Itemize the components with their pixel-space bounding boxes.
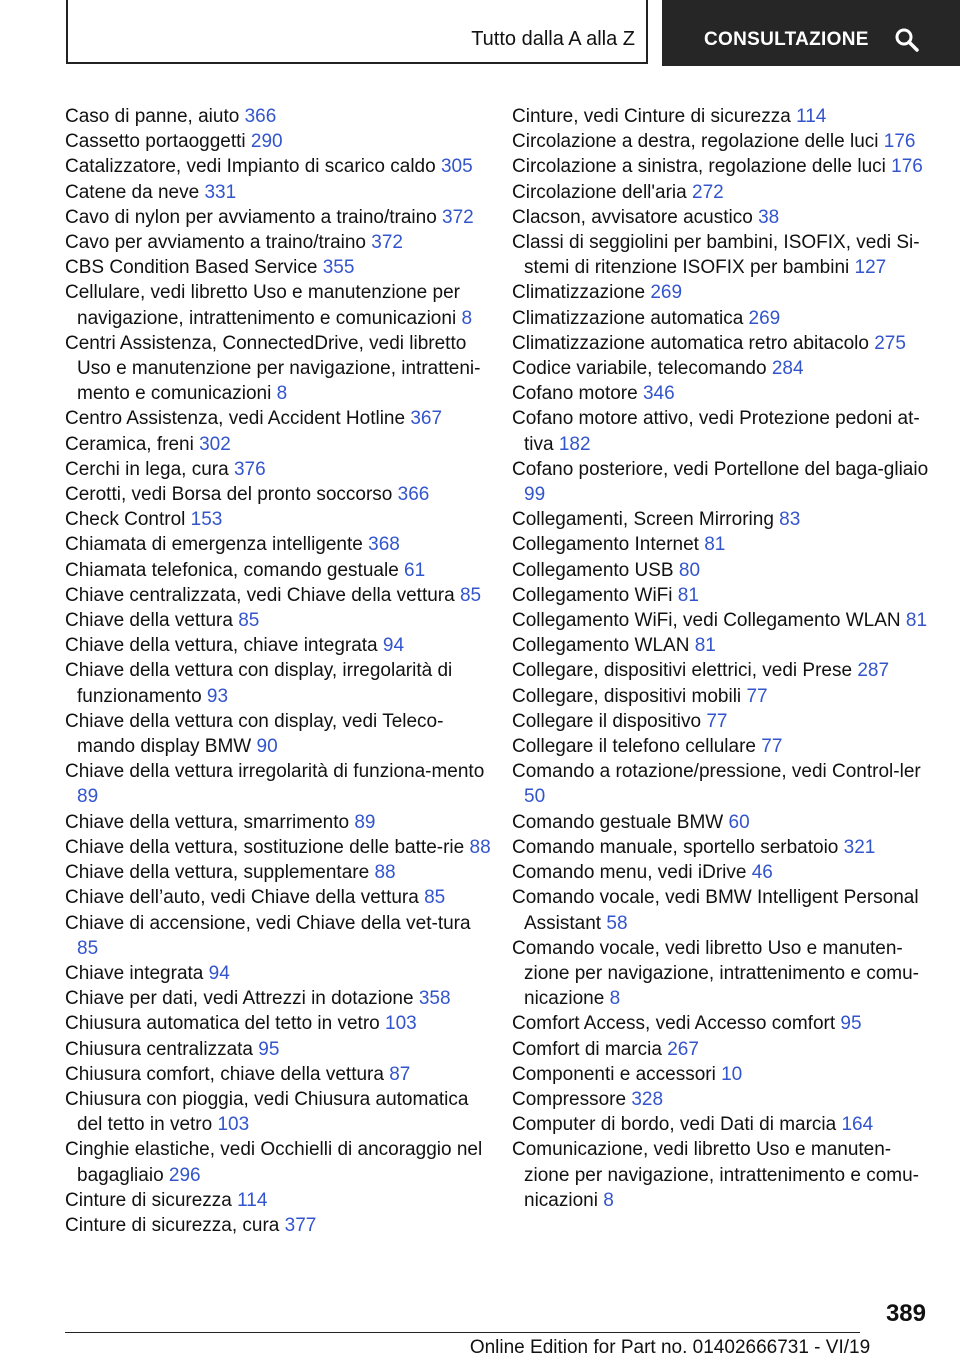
index-entry-text: Comfort di marcia	[512, 1038, 668, 1060]
index-entry	[512, 205, 932, 230]
index-entry-text: Cellulare, vedi libretto Uso e manutenzione per navigazione, intrattenimento e comunicazioni	[65, 282, 462, 329]
index-entry-text: Circolazione dell'aria	[512, 181, 692, 203]
index-column-left	[65, 104, 495, 1238]
index-page-link[interactable]: 10	[721, 1063, 743, 1085]
index-page-link[interactable]: 346	[642, 383, 675, 405]
index-entry-text: Cinture di sicurezza, cura	[65, 1214, 285, 1236]
index-page-link[interactable]: 269	[650, 282, 683, 304]
page-number: 389	[885, 1300, 926, 1327]
index-entry	[65, 255, 495, 280]
header-section-title: Tutto dalla A alla Z	[471, 28, 635, 50]
index-page-link[interactable]: 366	[244, 106, 277, 127]
index-entry	[512, 381, 932, 406]
index-entry	[65, 331, 495, 407]
index-entry-text: Check Control	[65, 509, 191, 531]
index-entry	[65, 1011, 495, 1036]
index-entry-text: Chiave di accensione, vedi Chiave della vet-tura	[65, 912, 471, 934]
index-entry-text: Centro Assistenza, vedi Accident Hotline	[65, 408, 411, 430]
index-entry-text: CBS Condition Based Service	[65, 257, 323, 279]
index-entry-text: Chiusura automatica del tetto in vetro	[65, 1013, 386, 1035]
index-entry	[65, 507, 495, 532]
index-entry-text: Chiave per dati, vedi Attrezzi in dotazione	[65, 988, 419, 1010]
index-page-link[interactable]: 305	[440, 156, 473, 178]
index-page-link[interactable]: 372	[371, 232, 403, 254]
index-page-link[interactable]: 127	[854, 257, 887, 279]
index-entry	[512, 936, 932, 1012]
index-entry-text: Chiave integrata	[65, 962, 209, 984]
index-entry	[512, 1062, 932, 1087]
index-entry-text: Codice variabile, telecomando	[512, 358, 772, 380]
index-entry-text: Cinture di sicurezza	[65, 1189, 238, 1211]
index-entry	[65, 633, 495, 658]
index-page-link[interactable]: 302	[199, 433, 231, 455]
index-page-link[interactable]: 81	[905, 610, 928, 632]
index-entry	[65, 280, 495, 330]
index-entry-text: Comfort Access, vedi Accesso comfort	[512, 1013, 841, 1035]
index-entry	[65, 482, 495, 507]
index-entry	[65, 532, 495, 557]
index-page-link[interactable]: 94	[382, 635, 405, 657]
index-entry	[512, 885, 932, 935]
index-entry	[65, 457, 495, 482]
index-entry	[512, 734, 932, 759]
index-page-link[interactable]: 269	[748, 307, 781, 329]
index-entry	[65, 583, 495, 608]
index-entry-text: Collegamento USB	[512, 559, 679, 581]
index-entry	[65, 205, 495, 230]
index-entry-text: Collegamento Internet	[512, 534, 705, 556]
page-header	[0, 0, 960, 66]
index-entry	[65, 230, 495, 255]
index-entry-text: Computer di bordo, vedi Dati di marcia	[512, 1114, 842, 1136]
index-page-link[interactable]: 355	[322, 257, 355, 279]
index-page-link[interactable]: 58	[606, 912, 628, 934]
index-entry-text: Chiamata di emergenza intelligente	[65, 534, 369, 556]
index-page-link[interactable]: 89	[77, 786, 99, 808]
index-entry-text: Clacson, avvisatore acustico	[512, 206, 759, 228]
index-entry-text: Cinghie elastiche, vedi Occhielli di ancoraggio nel bagagliaio	[65, 1139, 483, 1186]
index-page-link[interactable]: 95	[258, 1038, 280, 1060]
index-page-link[interactable]: 61	[404, 559, 426, 581]
index-entry	[512, 558, 932, 583]
index-entry-text: Chiave della vettura, chiave integrata	[65, 635, 383, 657]
index-entry-text: Compressore	[512, 1088, 632, 1110]
index-page-link[interactable]: 164	[841, 1114, 874, 1136]
index-entry	[65, 406, 495, 431]
index-page-link[interactable]: 77	[761, 736, 783, 758]
index-entry	[65, 558, 495, 583]
index-entry-text: Catalizzatore, vedi Impianto di scarico caldo	[65, 156, 441, 178]
index-entry	[65, 986, 495, 1011]
index-entry	[65, 860, 495, 885]
index-entry-text: Circolazione a sinistra, regolazione delle luci	[512, 156, 892, 178]
index-entry	[65, 432, 495, 457]
index-entry-text: Cerchi in lega, cura	[65, 458, 234, 480]
index-entry	[65, 658, 495, 708]
index-entry-text: Cavo per avviamento a traino/traino	[65, 232, 372, 254]
index-entry	[512, 457, 932, 507]
index-entry-text: Collegare, dispositivi mobili	[512, 685, 747, 707]
index-page-link[interactable]: 81	[677, 584, 699, 606]
index-page-link[interactable]: 94	[208, 962, 230, 984]
index-entry-text: Chiave della vettura irregolarità di funziona-mento	[65, 761, 485, 783]
index-entry-text: Collegare, dispositivi elettrici, vedi Prese	[512, 660, 858, 682]
index-entry	[65, 885, 495, 910]
index-entry-text: Chiave della vettura	[65, 610, 239, 632]
index-entry	[65, 709, 495, 759]
index-page-link[interactable]: 50	[524, 786, 546, 808]
index-entry	[65, 961, 495, 986]
index-entry	[65, 1037, 495, 1062]
index-page-link[interactable]: 77	[746, 685, 768, 707]
index-entry-text: Chiave della vettura, supplementare	[65, 862, 375, 884]
index-entry-text: Comando manuale, sportello serbatoio	[512, 836, 844, 858]
index-page-link[interactable]: 8	[609, 988, 621, 1010]
index-entry-text: Collegare il dispositivo	[512, 710, 707, 732]
index-entry	[512, 1112, 932, 1137]
index-entry	[65, 759, 495, 809]
index-page-link[interactable]: 85	[77, 937, 99, 959]
index-entry-text: Centri Assistenza, ConnectedDrive, vedi libretto Uso e manutenzione per navigazione, intratteni-mento e comunicazioni	[65, 332, 481, 405]
index-page-link[interactable]: 176	[891, 156, 923, 178]
index-page-link[interactable]: 272	[692, 181, 724, 203]
index-entry-text: Chiamata telefonica, comando gestuale	[65, 559, 405, 581]
index-page-link[interactable]: 367	[410, 408, 443, 430]
index-entry-text: Collegamento WiFi	[512, 584, 678, 606]
index-entry-text: Collegamento WLAN	[512, 635, 695, 657]
index-page-link[interactable]: 81	[704, 534, 726, 556]
index-entry	[512, 406, 932, 456]
index-entry-text: Comando a rotazione/pressione, vedi Control-ler	[512, 761, 921, 783]
index-page-link[interactable]: 60	[728, 811, 750, 833]
index-page-link[interactable]: 284	[771, 358, 804, 380]
index-entry	[512, 658, 932, 683]
index-page-link[interactable]: 88	[469, 836, 491, 858]
index-entry	[512, 633, 932, 658]
index-entry	[65, 1188, 495, 1213]
index-entry	[512, 1011, 932, 1036]
index-page-link[interactable]: 85	[238, 610, 260, 632]
index-entry	[512, 583, 932, 608]
index-entry-text: Climatizzazione automatica retro abitacolo	[512, 332, 875, 354]
index-entry-text: Comando menu, vedi iDrive	[512, 862, 752, 884]
index-page-link[interactable]: 287	[857, 660, 890, 682]
index-page-link[interactable]: 77	[706, 710, 728, 732]
index-entry	[512, 1087, 932, 1112]
index-page-link[interactable]: 114	[237, 1189, 268, 1211]
index-entry-text: Cerotti, vedi Borsa del pronto soccorso	[65, 484, 398, 506]
index-entry	[512, 709, 932, 734]
index-entry	[65, 1087, 495, 1137]
index-entry	[65, 1062, 495, 1087]
index-page-link[interactable]: 81	[694, 635, 716, 657]
index-entry	[65, 911, 495, 961]
index-entry	[65, 104, 495, 129]
index-page-link[interactable]: 90	[256, 736, 278, 758]
index-entry	[512, 331, 932, 356]
index-entry	[65, 1213, 495, 1238]
index-entry-text: Cinture, vedi Cinture di sicurezza	[512, 106, 797, 127]
index-entry-text: Climatizzazione automatica	[512, 307, 749, 329]
footer-edition: Online Edition for Part no. 01402666731 - VI/19	[469, 1337, 871, 1358]
index-page-link[interactable]: 114	[796, 106, 827, 127]
index-column-right	[512, 104, 932, 1213]
index-page-link[interactable]: 8	[603, 1189, 614, 1211]
index-entry	[512, 306, 932, 331]
index-entry-text: Chiave della vettura, smarrimento	[65, 811, 355, 833]
index-entry	[512, 1037, 932, 1062]
index-entry-text: Climatizzazione	[512, 282, 651, 304]
index-entry	[512, 230, 932, 280]
header-chapter-tab[interactable]	[662, 0, 960, 66]
index-page-link[interactable]: 176	[883, 131, 916, 153]
index-page-link[interactable]: 328	[631, 1088, 664, 1110]
index-page-link[interactable]: 358	[418, 988, 451, 1010]
header-chapter-label: CONSULTAZIONE	[704, 29, 869, 50]
index-entry-text: Caso di panne, aiuto	[65, 106, 245, 127]
index-page-link[interactable]: 93	[206, 685, 229, 707]
index-entry-text: Cofano motore	[512, 383, 643, 405]
index-page-link[interactable]: 267	[667, 1038, 699, 1060]
index-entry	[512, 507, 932, 532]
index-entry	[65, 835, 495, 860]
index-page-link[interactable]: 103	[385, 1013, 417, 1035]
index-entry	[512, 1137, 932, 1213]
index-entry-text: Componenti e accessori	[512, 1063, 722, 1085]
index-entry-text: Classi di seggiolini per bambini, ISOFIX, vedi Si-stemi di ritenzione ISOFIX per bambini	[512, 232, 920, 279]
index-page-link[interactable]: 366	[397, 484, 430, 506]
index-entry-text: Chiave dell’auto, vedi Chiave della vettura	[65, 887, 425, 909]
index-page-link[interactable]: 85	[459, 584, 482, 606]
index-entry	[65, 1137, 495, 1187]
index-entry	[512, 154, 932, 179]
index-entry-text: Collegamenti, Screen Mirroring	[512, 509, 780, 531]
index-page-link[interactable]: 290	[250, 131, 283, 153]
index-entry-text: Cassetto portaoggetti	[65, 131, 251, 153]
index-entry	[512, 356, 932, 381]
index-entry-text: Chiave della vettura con display, irregolarità di funzionamento	[65, 660, 453, 707]
index-page-link[interactable]: 376	[233, 458, 266, 480]
index-entry	[512, 860, 932, 885]
index-entry-text: Cofano motore attivo, vedi Protezione pedoni at-tiva	[512, 408, 920, 455]
index-entry-text: Chiusura centralizzata	[65, 1038, 259, 1060]
index-entry-text: Chiave della vettura con display, vedi Teleco-mando display BMW	[65, 710, 444, 758]
index-entry	[512, 129, 932, 154]
index-entry-text: Chiave della vettura, sostituzione delle batte-rie	[65, 836, 470, 858]
index-entry	[65, 129, 495, 154]
index-entry-text: Collegare il telefono cellulare	[512, 736, 762, 758]
index-entry	[65, 810, 495, 835]
index-entry	[512, 280, 932, 305]
index-page-link[interactable]: 95	[840, 1013, 862, 1035]
index-page-link[interactable]: 331	[204, 181, 237, 203]
index-page-link[interactable]: 38	[758, 206, 780, 228]
index-entry-text: Chiusura comfort, chiave della vettura	[65, 1063, 390, 1085]
index-entry	[65, 180, 495, 205]
index-page-link[interactable]: 8	[276, 383, 288, 405]
index-entry-text: Chiusura con pioggia, vedi Chiusura automatica del tetto in vetro	[65, 1088, 469, 1136]
index-entry-text: Chiave centralizzata, vedi Chiave della vettura	[65, 584, 460, 606]
index-entry-text: Comando vocale, vedi BMW Intelligent Personal Assistant	[512, 887, 919, 934]
index-page-link[interactable]: 372	[442, 206, 474, 228]
index-page-link[interactable]: 8	[461, 307, 473, 329]
index-page-link[interactable]: 99	[524, 484, 546, 506]
index-page-link[interactable]: 103	[217, 1114, 250, 1136]
index-page-link[interactable]: 89	[354, 811, 376, 833]
index-entry	[512, 532, 932, 557]
index-page-link[interactable]: 182	[558, 433, 591, 455]
index-page-link[interactable]: 368	[368, 534, 400, 556]
index-entry	[512, 835, 932, 860]
index-entry-text: Ceramica, freni	[65, 433, 200, 455]
index-page-link[interactable]: 377	[284, 1214, 317, 1236]
index-page-link[interactable]: 85	[424, 887, 446, 909]
index-entry-text: Comando vocale, vedi libretto Uso e manuten-zione per navigazione, intrattenimento e comu-nicazione	[512, 937, 920, 1010]
index-page-link[interactable]: 275	[874, 332, 906, 354]
index-entry	[512, 759, 932, 809]
index-entry	[65, 608, 495, 633]
index-page-link[interactable]: 88	[374, 862, 396, 884]
index-page-link[interactable]: 83	[779, 509, 801, 531]
index-entry-text: Catene da neve	[65, 181, 205, 203]
index-entry-text: Circolazione a destra, regolazione delle luci	[512, 131, 884, 153]
index-entry-text: Comando gestuale BMW	[512, 811, 729, 833]
index-entry-text: Cavo di nylon per avviamento a traino/traino	[65, 206, 443, 228]
search-icon	[894, 27, 920, 53]
index-entry	[65, 154, 495, 179]
index-page-link[interactable]: 321	[843, 836, 876, 858]
index-entry-text: Cofano posteriore, vedi Portellone del baga-gliaio	[512, 458, 929, 480]
footer-divider	[65, 1332, 860, 1333]
index-entry-text: Comunicazione, vedi libretto Uso e manuten-zione per navigazione, intrattenimento e comu-nicazioni	[512, 1139, 920, 1211]
index-page-link[interactable]: 153	[190, 509, 223, 531]
index-entry-text: Collegamento WiFi, vedi Collegamento WLAN	[512, 610, 906, 632]
index-page-link[interactable]: 87	[389, 1063, 411, 1085]
index-entry	[512, 180, 932, 205]
index-entry	[512, 810, 932, 835]
index-entry	[512, 608, 932, 633]
index-page-link[interactable]: 46	[751, 862, 773, 884]
index-page-link[interactable]: 80	[678, 559, 701, 581]
index-entry	[512, 684, 932, 709]
index-entry	[512, 104, 932, 129]
index-page-link[interactable]: 296	[168, 1164, 201, 1186]
